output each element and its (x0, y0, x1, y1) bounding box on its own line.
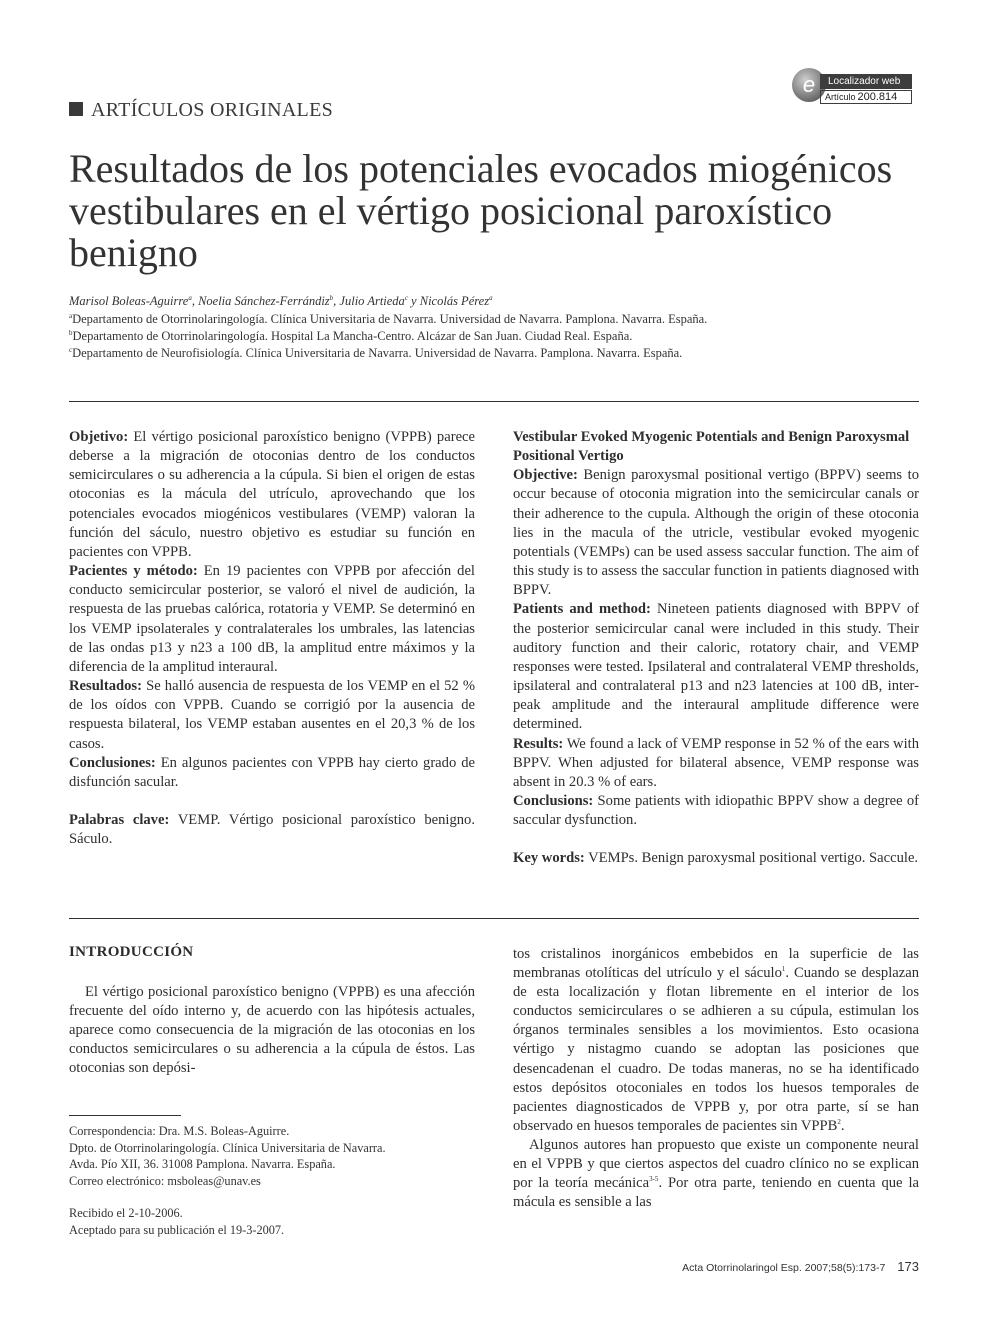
abstract-method: Patients and method: Nineteen patients diagnosed with BPPV of the posterior semicircular canal were included in this study. Their auditory function and their caloric, rotatory chair, and VEMP responses were tested. Ipsilateral and contralateral VEMP thresholds, ipsilateral and contralateral p13 and n23 latencies at 100 dB, inter-peak amplitude and the interaural amplitude difference were determined. (513, 601, 919, 733)
correspondence: Correspondencia: Dra. M.S. Boleas-Aguirre. (69, 1124, 290, 1138)
received-date: Recibido el 2-10-2006. (69, 1206, 183, 1220)
section-heading (69, 99, 333, 122)
section-square-icon (69, 102, 83, 116)
affiliations (69, 311, 707, 362)
affiliation: $^c$Departamento de Neurofisiología. Clínica Universitaria de Navarra. Universidad de Navarra. Pamplona. Navarra. España. (69, 345, 683, 360)
author-name: Marisol Boleas-Aguirre (69, 294, 189, 308)
abstract-conclusions: Conclusiones: En algunos pacientes con VPPB hay cierto grado de disfunción sacular. (69, 754, 475, 790)
footnotes (69, 1123, 386, 1238)
abstract-results: Resultados: Se halló ausencia de respuesta de los VEMP en el 52 % de los oídos con VPPB. Cuando se corrigió por la ausencia de respuesta bilateral, los VEMP estaban ausentes en el 20,3 % de los casos. (69, 678, 475, 752)
email[interactable]: Correo electrónico: msboleas@unav.es (69, 1173, 261, 1188)
affiliation: $^b$Departamento de Otorrinolaringología. Hospital La Mancha-Centro. Alcázar de San Juan. Ciudad Real. España. (69, 328, 633, 343)
abstract-objective: Objective: Benign paroxysmal positional vertigo (BPPV) seems to occur because of otoconia migration into the semicircular canals or their adherence to the cupula. Although the origin of these otoconia lies in the macula of the utricle, vestibular evoked myogenic potentials (VEMPs) can be used assess saccular function. The aim of this study is to assess the saccular function in patients diagnosed with BPPV. (513, 467, 919, 599)
intro-heading: INTRODUCCIÓN (69, 944, 194, 960)
intro-column-left (69, 983, 475, 1078)
paragraph: tos cristalinos inorgánicos embebidos en la superficie de las membranas otolíticas del utrículo y el sáculo$^1$. Cuando se desplazan de esta localización y flotan libremente en el interior de los conductos semicirculares o se adhieren a su cúpula, estimulan los órganos terminales sensibles a los movimientos. Esto ocasiona vértigo y nistagmo cuando se adoptan las posiciones que desencadenan el cuadro. De todas maneras, no se ha identificado estos depósitos otoconiales en todos los huesos temporales de pacientes diagnosticados de VPPB y, por otra parte, sí se han observado en huesos temporales de pacientes sin VPPB$^2$. (513, 946, 919, 1134)
address: Avda. Pío XII, 36. 31008 Pamplona. Navarra. España. (69, 1157, 336, 1171)
abstract-method: Pacientes y método: En 19 pacientes con VPPB por afección del conducto semicircular posterior, se valoró el nivel de audición, la respuesta de las pruebas calórica, rotatoria y VEMP. Se determinó en los VEMP ipsolaterales y contralaterales los umbrales, las latencias de las ondas p13 y n23 a 100 dB, la amplitud entre máximos y la diferencia de la amplitud interaural. (69, 563, 475, 675)
abstract-results: Results: We found a lack of VEMP response in 52 % of the ears with BPPV. When adjusted for bilateral absence, VEMP response was absent in 20.3 % of ears. (513, 735, 919, 790)
page-number: 173 (897, 1259, 919, 1274)
affiliation: $^a$Departamento de Otorrinolaringología. Clínica Universitaria de Navarra. Universidad de Navarra. Pamplona. Navarra. España. (69, 311, 708, 326)
footnote-divider (69, 1115, 181, 1116)
author-list: Marisol Boleas-Aguirre$^a$, Noelia Sánchez-Ferrándiz$^b$, Julio Artieda$^c$ y Nicolás Pérez$^a$ (69, 293, 493, 308)
keywords-es: Palabras clave: VEMP. Vértigo posicional paroxístico benigno. Sáculo. (69, 811, 475, 848)
web-locator[interactable] (792, 68, 916, 108)
abstract-english (513, 428, 919, 868)
author-name: Nicolás Pérez (419, 294, 490, 308)
locator-prefix: Artículo (825, 92, 856, 102)
locator-label: Localizador web (820, 74, 912, 89)
accepted-date: Aceptado para su publicación el 19-3-2007. (69, 1222, 285, 1237)
paragraph: Algunos autores han propuesto que existe un componente neural en el VPPB y que ciertos aspectos del cuadro clínico no se explican por la teoría mecánica$^{3-5}$. Por otra parte, teniendo en cuenta que la mácula es sensible a las (513, 1136, 919, 1211)
author-name: Noelia Sánchez-Ferrándiz (198, 294, 330, 308)
divider-bottom (69, 918, 919, 919)
divider-top (69, 401, 919, 402)
intro-column-right (513, 945, 919, 1212)
author-name: Julio Artieda (339, 294, 405, 308)
page-footer (682, 1259, 919, 1274)
journal-citation: Acta Otorrinolaringol Esp. 2007;58(5):173-7 (682, 1262, 886, 1274)
locator-number: 200.814 (857, 91, 898, 103)
e-logo-icon: e (792, 68, 826, 102)
keywords-en: Key words: VEMPs. Benign paroxysmal positional vertigo. Saccule. (513, 850, 919, 867)
locator-number-box (820, 90, 912, 104)
abstract-conclusions: Conclusions: Some patients with idiopathic BPPV show a degree of saccular dysfunction. (513, 792, 919, 829)
section-label: ARTÍCULOS ORIGINALES (91, 99, 334, 121)
article-title: Resultados de los potenciales evocados miogénicos vestibulares en el vértigo posicional paroxístico benigno (69, 146, 893, 275)
abstract-en-title: Vestibular Evoked Myogenic Potentials and Benign Paroxysmal Positional Vertigo (513, 429, 910, 465)
department: Dpto. de Otorrinolaringología. Clínica Universitaria de Navarra. (69, 1140, 386, 1155)
abstract-objective: Objetivo: El vértigo posicional paroxístico benigno (VPPB) parece deberse a la migración de otoconias dentro de los conductos semicirculares o su adherencia a la cúpula. Si bien el origen de estas otoconias es la mácula del utrículo, aprovechando que los potenciales evocados miogénicos vestibulares (VEMP) valoran la función del sáculo, nuestro objetivo es estudiar su función en pacientes con VPPB. (69, 429, 475, 560)
paragraph: El vértigo posicional paroxístico benigno (VPPB) es una afección frecuente del oído interno y, de acuerdo con las hipótesis actuales, aparece como consecuencia de la migración de las otoconias en los conductos semicirculares o su adherencia a la cúpula de éstos. Las otoconias son depósi- (69, 984, 475, 1077)
abstract-spanish (69, 428, 475, 849)
